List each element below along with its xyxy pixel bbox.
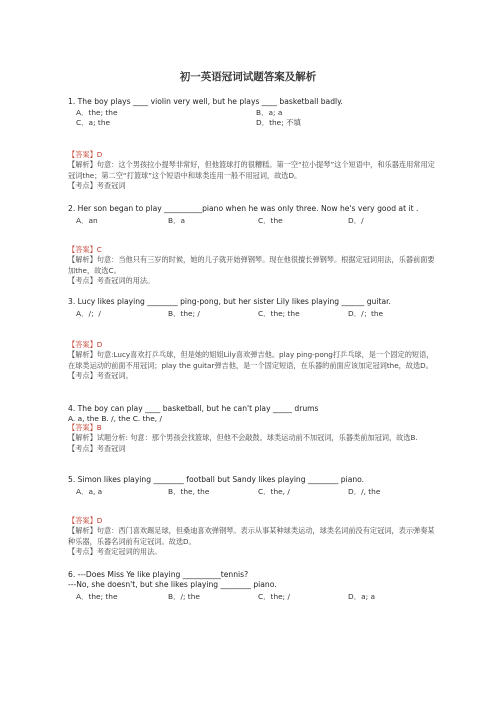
q1-answer: 【答案】D [68, 150, 103, 159]
q5-answer: 【答案】D [68, 516, 103, 525]
q4-analysis: 【解析】试题分析: 句意：那个男孩会找篮球，但他不会敲鼓。球类运动前不加冠词，乐器类前加冠词，故选B. [68, 433, 418, 443]
q1-option-d: D．the; 不填 [256, 118, 301, 127]
question-4-answer-block [68, 423, 436, 454]
question-1-answer-block [68, 150, 436, 192]
question-3-answer-block [68, 340, 436, 382]
q5-option-c: C．the, / [258, 487, 290, 496]
q6-option-a: A．the; the [76, 592, 118, 601]
q4-point: 【考点】考查冠词 [68, 443, 126, 453]
page-title: 初一英语冠词试题答案及解析 [179, 71, 317, 83]
q2-analysis: 【解析】句意：当他只有三岁的时候，她的儿子就开始弹钢琴。现在他很擅长弹钢琴。根据定冠词用法，乐器前面要加the，故选C。 [68, 255, 435, 275]
question-2-answer-block [68, 245, 436, 287]
q6-option-b: B．/; the [168, 592, 200, 601]
question-2-stem: 2. Her son began to play __________piano when he was only three. Now he's very good at it . [68, 204, 419, 213]
q1-point: 【考点】考查冠词 [68, 181, 126, 191]
q5-analysis: 【解析】句意：西门喜欢踢足球，但桑迪喜欢弹钢琴。表示从事某种球类运动，球类名词前没有定冠词，表示弹奏某种乐器，乐器名词前有定冠词。故选D。 [68, 526, 435, 546]
question-3-stem: 3. Lucy likes playing ________ ping-pong, but her sister Lily likes playing ______ guitar. [68, 297, 391, 306]
question-4-options: A. a, the B. /, the C. the, / [68, 414, 162, 423]
question-5-answer-block [68, 516, 436, 558]
q2-option-d: D．/ [348, 216, 364, 225]
q5-point: 【考点】考查定冠词的用法。 [68, 547, 162, 557]
q4-answer: 【答案】B [68, 423, 102, 432]
q3-point: 【考点】考查冠词。 [68, 371, 133, 381]
q1-option-c: C．a; the [76, 118, 111, 127]
q3-option-a: A．/；/ [76, 309, 101, 318]
q3-analysis: 【解析】句意:Lucy喜欢打乒乓球，但是她的姐姐Lily喜欢弹吉他。play ping-pong打乒乓球，是一个固定的短语，在球类运动的前面不用冠词；play the guitar弹吉他，是一个固定短语，在乐器的前面应该加定冠词the，故选D。 [68, 350, 434, 370]
q3-option-d: D．/；the [348, 309, 384, 318]
question-6-stem-reply: ---No, she doesn't, but she likes playing ________ piano. [68, 580, 277, 589]
q6-option-d: D．a; a [348, 592, 375, 601]
q1-option-a: A．the; the [76, 108, 118, 117]
q1-analysis: 【解析】句意：这个男孩拉小提琴非常好，但他篮球打的很糟糕。第一空“拉小提琴”这个短语中，和乐器连用常用定冠词the；第二空“打篮球”这个短语中和球类连用一般不用冠词，故选D。 [68, 160, 435, 180]
question-1-stem: 1. The boy plays ____ violin very well, but he plays ____ basketball badly. [68, 97, 343, 106]
q3-answer: 【答案】D [68, 340, 103, 349]
q2-option-a: A．an [76, 216, 98, 225]
q3-option-c: C．the; the [258, 309, 300, 318]
q5-option-a: A．a, a [76, 487, 103, 496]
q3-option-b: B．the; / [168, 309, 200, 318]
q2-option-b: B．a [168, 216, 185, 225]
q5-option-b: B．the, the [168, 487, 210, 496]
question-5-stem: 5. Simon likes playing ________ football but Sandy likes playing ________ piano. [68, 475, 365, 484]
q2-point: 【考点】考查冠词的用法。 [68, 276, 155, 286]
question-6-stem: 6. ---Does Miss Ye like playing __________tennis? [68, 570, 249, 579]
question-4-stem: 4. The boy can play ____ basketball, but he can't play _____ drums [68, 404, 319, 413]
q2-option-c: C．the [258, 216, 283, 225]
q1-option-b: B．a; a [256, 108, 283, 117]
q6-option-c: C．the; / [258, 592, 291, 601]
q2-answer: 【答案】C [68, 245, 102, 254]
q5-option-d: D．/, the [348, 487, 381, 496]
